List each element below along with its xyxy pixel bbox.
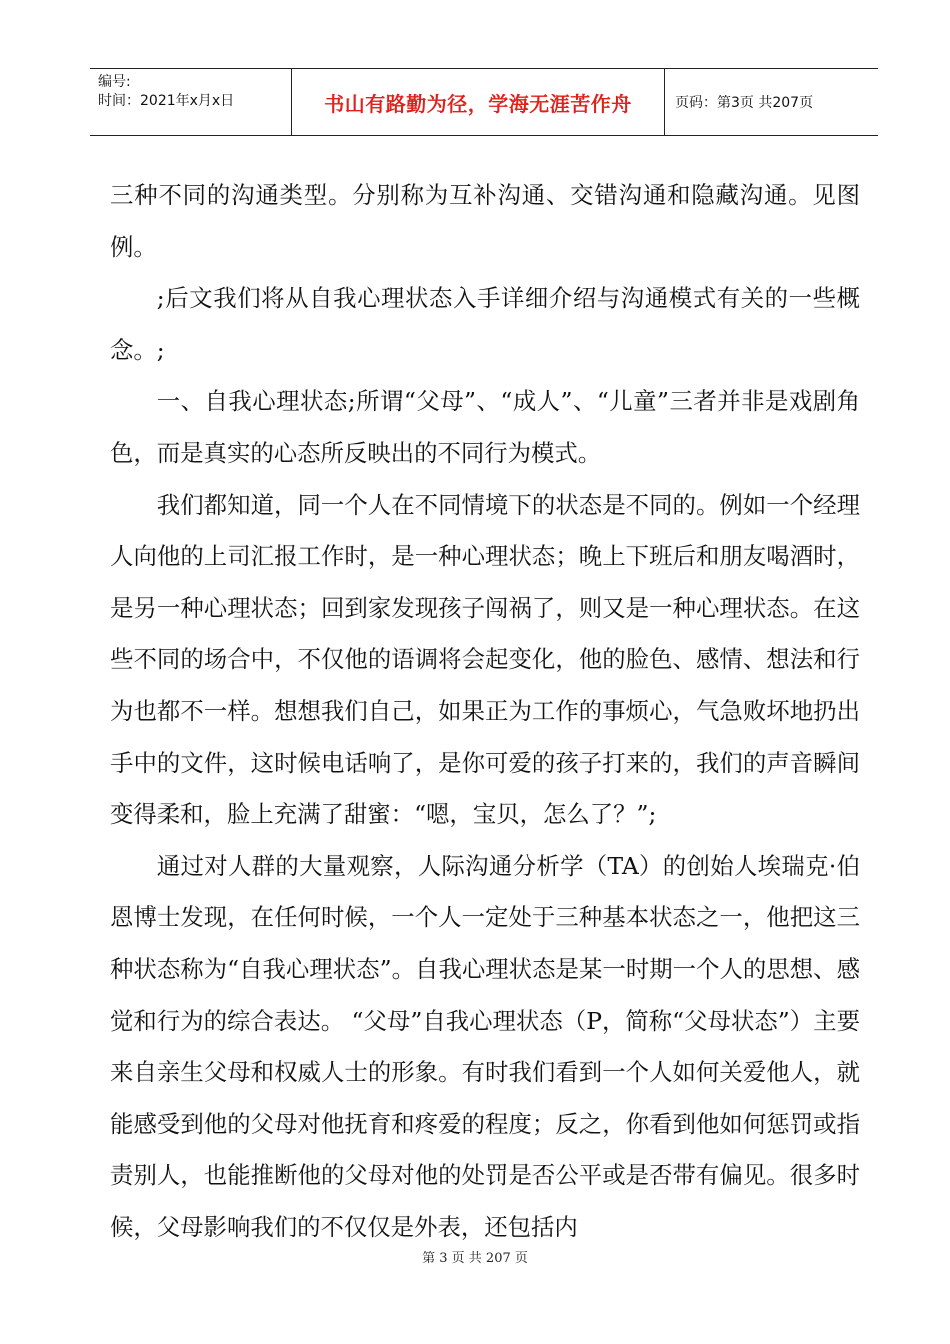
page-footer: 第 3 页 共 207 页	[422, 1251, 528, 1266]
document-body	[110, 170, 860, 1253]
document-time-label: 时间：2021年x月x日	[98, 93, 235, 109]
header-page-info: 页码：第3页 共207页	[675, 95, 814, 111]
page-header	[90, 68, 878, 136]
header-motto: 书山有路勤为径，学海无涯苦作舟	[324, 91, 632, 116]
paragraph: 我们都知道，同一个人在不同情境下的状态是不同的。例如一个经理人向他的上司汇报工作时，是一种心理状态；晚上下班后和朋友喝酒时，是另一种心理状态；回到家发现孩子闯祸了，则又是一种心理状态。在这些不同的场合中，不仅他的语调将会起变化，他的脸色、感情、想法和行为也都不一样。想想我们自己，如果正为工作的事烦心，气急败坏地扔出手中的文件，这时候电话响了，是你可爱的孩子打来的，我们的声音瞬间变得柔和，脸上充满了甜蜜：“嗯，宝贝，怎么了？”;	[110, 490, 860, 829]
header-meta	[98, 73, 290, 111]
paragraph: 通过对人群的大量观察，人际沟通分析学（TA）的创始人埃瑞克·伯恩博士发现，在任何时候，一个人一定处于三种基本状态之一，他把这三种状态称为“自我心理状态”。自我心理状态是某一时期一个人的思想、感觉和行为的综合表达。 “父母”自我心理状态（P，简称“父母状态”）主要来自亲生父母和权威人士的形象。有时我们看到一个人如何关爱他人，就能感受到他的父母对他抚育和疼爱的程度；反之，你看到他如何惩罚或指责别人，也能推断他的父母对他的处罚是否公平或是否带有偏见。很多时候，父母影响我们的不仅仅是外表，还包括内	[110, 851, 860, 1241]
paragraph: 三种不同的沟通类型。分别称为互补沟通、交错沟通和隐藏沟通。见图例。	[110, 181, 860, 261]
document-number-label: 编号:	[98, 74, 131, 90]
paragraph: ;后文我们将从自我心理状态入手详细介绍与沟通模式有关的一些概念。;	[110, 284, 860, 364]
paragraph: 一、自我心理状态;所谓“父母”、“成人”、“儿童”三者并非是戏剧角色，而是真实的心态所反映出的不同行为模式。	[110, 387, 860, 467]
